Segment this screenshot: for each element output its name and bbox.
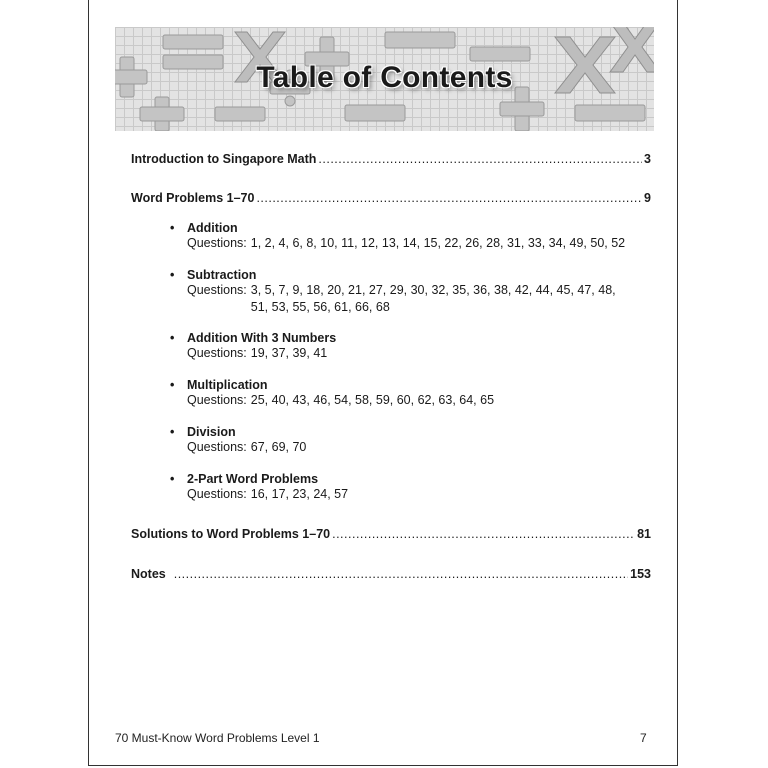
toc-entry-label: Solutions to Word Problems 1–70 xyxy=(131,527,331,541)
dot-leader xyxy=(318,152,642,166)
questions-list: 67, 69, 70 xyxy=(250,440,307,454)
toc-page-number: 153 xyxy=(630,567,651,581)
questions-label: Questions: xyxy=(187,346,247,360)
questions-label: Questions: xyxy=(187,440,247,454)
bullet: • xyxy=(170,221,175,235)
toc-page-number: 81 xyxy=(637,527,651,541)
topic-name: 2-Part Word Problems xyxy=(187,472,319,486)
questions-list: 25, 40, 43, 46, 54, 58, 59, 60, 62, 63, 64, 65 xyxy=(250,393,495,407)
topic-name: Addition With 3 Numbers xyxy=(187,331,337,345)
topic-subtraction xyxy=(170,268,640,316)
bullet: • xyxy=(170,472,175,486)
topic-division xyxy=(170,425,640,456)
bullet: • xyxy=(170,331,175,345)
bullet: • xyxy=(170,378,175,392)
footer-book-title: 70 Must-Know Word Problems Level 1 xyxy=(115,731,320,745)
toc-entry-label: Word Problems 1–70 xyxy=(131,191,255,205)
questions-list: 16, 17, 23, 24, 57 xyxy=(250,487,349,501)
questions-list: 3, 5, 7, 9, 18, 20, 21, 27, 29, 30, 32, 35, 36, 38, 42, 44, 45, 47, 48, 51, 53, 55, 56, 61, 66, 68 xyxy=(250,283,616,314)
questions-label: Questions: xyxy=(187,236,247,250)
topic-name: Multiplication xyxy=(187,378,268,392)
topic-addition-with-3-numbers xyxy=(170,331,640,362)
topic-questions xyxy=(187,486,640,503)
topic-questions xyxy=(187,282,627,316)
toc-entry-solutions[interactable] xyxy=(131,527,651,541)
topic-name: Addition xyxy=(187,221,238,235)
dot-leader xyxy=(332,527,635,541)
toc-entry-introduction[interactable] xyxy=(131,152,651,166)
topic-name: Division xyxy=(187,425,236,439)
topic-2-part-word-problems xyxy=(170,472,640,503)
questions-label: Questions: xyxy=(187,393,247,407)
toc-page-number: 9 xyxy=(644,191,651,205)
topic-questions xyxy=(187,439,640,456)
topic-questions xyxy=(187,235,640,252)
footer-page-number: 7 xyxy=(640,731,647,745)
bullet: • xyxy=(170,268,175,282)
bullet: • xyxy=(170,425,175,439)
toc-entry-label: Notes xyxy=(131,567,166,581)
topic-questions xyxy=(187,392,640,409)
topic-name: Subtraction xyxy=(187,268,257,282)
toc-entry-word-problems[interactable] xyxy=(131,191,651,205)
questions-list: 1, 2, 4, 6, 8, 10, 11, 12, 13, 14, 15, 22, 26, 28, 31, 33, 34, 49, 50, 52 xyxy=(250,236,626,250)
toc-entry-label: Introduction to Singapore Math xyxy=(131,152,317,166)
topic-questions xyxy=(187,345,640,362)
title-banner xyxy=(115,27,654,131)
questions-label: Questions: xyxy=(187,487,247,501)
dot-leader xyxy=(256,191,642,205)
questions-label: Questions: xyxy=(187,283,247,297)
questions-list: 19, 37, 39, 41 xyxy=(250,346,328,360)
toc-entry-notes[interactable] xyxy=(131,567,651,581)
page-title: Table of Contents xyxy=(256,61,513,94)
topic-multiplication xyxy=(170,378,640,409)
dot-leader xyxy=(174,567,628,581)
toc-page-number: 3 xyxy=(644,152,651,166)
topic-addition xyxy=(170,221,640,252)
